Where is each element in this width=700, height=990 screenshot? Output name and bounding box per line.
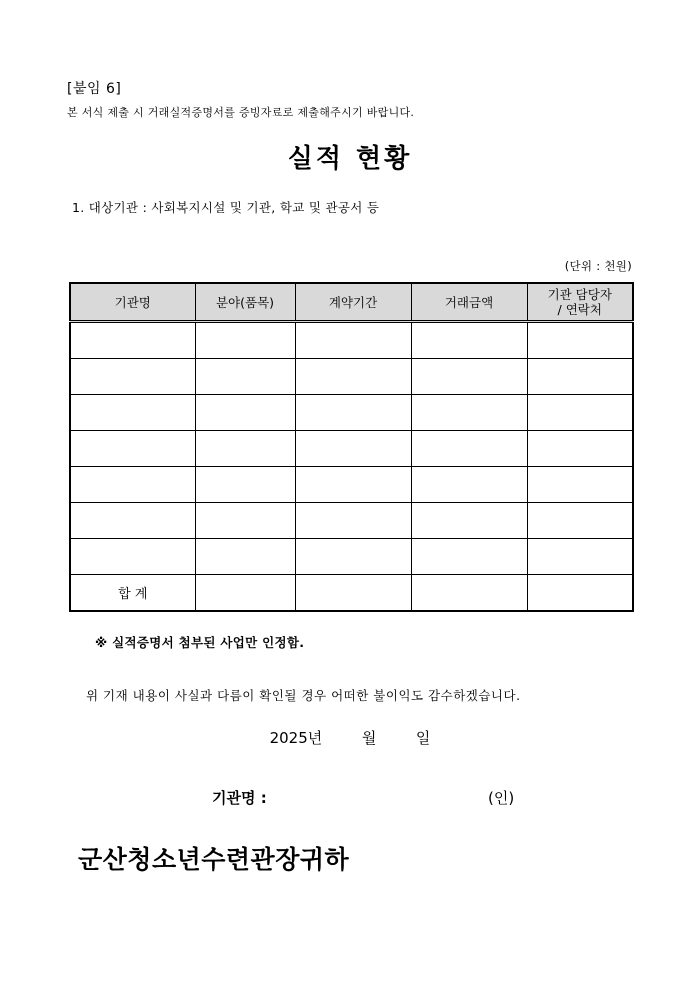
cell-field[interactable] (195, 359, 295, 395)
cell-amount[interactable] (411, 322, 527, 359)
table-total-row (70, 575, 633, 612)
header-contract-period: 계약기간 (295, 283, 411, 322)
total-amount[interactable] (411, 575, 527, 612)
page-title: 실적 현황 (287, 144, 413, 174)
unit-note: (단위 : 천원) (564, 259, 632, 273)
total-contact[interactable] (527, 575, 633, 612)
table-row (70, 539, 633, 575)
cell-institution[interactable] (70, 395, 195, 431)
total-field[interactable] (195, 575, 295, 612)
cell-contact[interactable] (527, 467, 633, 503)
cell-institution[interactable] (70, 431, 195, 467)
cell-period[interactable] (295, 539, 411, 575)
target-institutions: 1. 대상기관 : 사회복지시설 및 기관, 학교 및 관공서 등 (72, 200, 380, 215)
table-row (70, 359, 633, 395)
total-label: 합 계 (70, 575, 195, 612)
table-row (70, 467, 633, 503)
cell-amount[interactable] (411, 431, 527, 467)
cell-period[interactable] (295, 359, 411, 395)
cell-institution[interactable] (70, 359, 195, 395)
cell-amount[interactable] (411, 503, 527, 539)
header-field: 분야(품목) (195, 283, 295, 322)
cell-institution[interactable] (70, 539, 195, 575)
cell-institution[interactable] (70, 322, 195, 359)
cell-field[interactable] (195, 503, 295, 539)
cell-period[interactable] (295, 395, 411, 431)
seal-mark: (인) (488, 789, 515, 807)
cell-period[interactable] (295, 431, 411, 467)
cell-period[interactable] (295, 322, 411, 359)
cell-contact[interactable] (527, 503, 633, 539)
pledge-text: 위 기재 내용이 사실과 다름이 확인될 경우 어떠한 불이익도 감수하겠습니다. (86, 688, 521, 703)
cell-contact[interactable] (527, 322, 633, 359)
date-month: 월 (361, 729, 377, 747)
cell-period[interactable] (295, 467, 411, 503)
table-row (70, 322, 633, 359)
total-period[interactable] (295, 575, 411, 612)
table-row (70, 431, 633, 467)
date-line (0, 727, 700, 748)
header-contact (527, 283, 633, 322)
cell-field[interactable] (195, 322, 295, 359)
cell-period[interactable] (295, 503, 411, 539)
table-header-row (70, 283, 633, 322)
cell-contact[interactable] (527, 359, 633, 395)
date-year: 2025년 (269, 729, 323, 747)
cell-amount[interactable] (411, 539, 527, 575)
cell-institution[interactable] (70, 467, 195, 503)
cell-field[interactable] (195, 431, 295, 467)
table-row (70, 395, 633, 431)
cell-contact[interactable] (527, 539, 633, 575)
instruction-text: 본 서식 제출 시 거래실적증명서를 증빙자료로 제출해주시기 바랍니다. (67, 106, 415, 119)
cell-field[interactable] (195, 539, 295, 575)
header-contact-line1: 기관 담당자 (547, 287, 612, 302)
header-contact-line2: / 연락처 (557, 302, 602, 317)
cell-field[interactable] (195, 467, 295, 503)
cell-institution[interactable] (70, 503, 195, 539)
header-institution: 기관명 (70, 283, 195, 322)
table-row (70, 503, 633, 539)
cell-contact[interactable] (527, 395, 633, 431)
footnote: ※ 실적증명서 첨부된 사업만 인정함. (95, 635, 305, 650)
header-amount: 거래금액 (411, 283, 527, 322)
organization-label: 기관명 : (212, 789, 267, 807)
cell-field[interactable] (195, 395, 295, 431)
date-day: 일 (415, 729, 431, 747)
performance-table (69, 282, 634, 612)
cell-amount[interactable] (411, 395, 527, 431)
cell-amount[interactable] (411, 359, 527, 395)
cell-amount[interactable] (411, 467, 527, 503)
recipient: 군산청소년수련관장귀하 (78, 845, 350, 874)
attachment-label: [붙임 6] (67, 81, 122, 97)
cell-contact[interactable] (527, 431, 633, 467)
